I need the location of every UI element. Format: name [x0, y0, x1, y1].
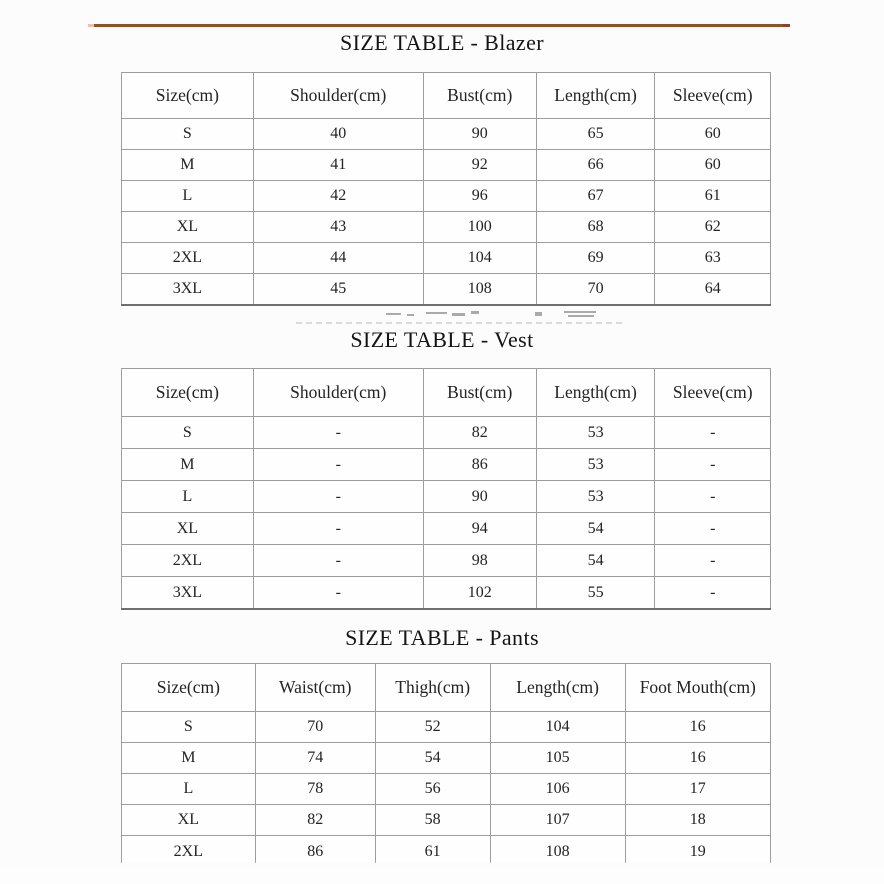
size-label-cell: 2XL	[122, 545, 254, 577]
table-row	[122, 417, 771, 449]
pants-size-table	[121, 663, 771, 863]
table-row	[122, 805, 771, 836]
blazer-table	[121, 72, 771, 306]
measurement-cell: -	[655, 545, 771, 577]
column-header: Size(cm)	[122, 73, 254, 119]
measurement-cell: -	[253, 577, 423, 610]
size-label-cell: S	[122, 712, 256, 743]
measurement-cell: 63	[655, 243, 771, 274]
measurement-cell: 53	[536, 417, 655, 449]
header-row	[122, 369, 771, 417]
column-header: Sleeve(cm)	[655, 369, 771, 417]
measurement-cell: 68	[536, 212, 655, 243]
measurement-cell: 61	[655, 181, 771, 212]
measurement-cell: 40	[253, 119, 423, 150]
bottom-fade	[0, 860, 884, 884]
column-header: Thigh(cm)	[375, 664, 490, 712]
measurement-cell: 62	[655, 212, 771, 243]
size-label-cell: S	[122, 417, 254, 449]
measurement-cell: 70	[536, 274, 655, 306]
measurement-cell: 44	[253, 243, 423, 274]
table-row	[122, 836, 771, 864]
measurement-cell: 60	[655, 150, 771, 181]
table-row	[122, 274, 771, 306]
measurement-cell: 52	[375, 712, 490, 743]
measurement-cell: 108	[423, 274, 536, 306]
measurement-cell: -	[655, 449, 771, 481]
measurement-cell: 16	[625, 743, 770, 774]
measurement-cell: -	[655, 577, 771, 610]
header-row	[122, 73, 771, 119]
measurement-cell: 17	[625, 774, 770, 805]
measurement-cell: 102	[423, 577, 536, 610]
column-header: Waist(cm)	[255, 664, 375, 712]
pants-table	[121, 663, 771, 863]
table-row	[122, 449, 771, 481]
measurement-cell: 18	[625, 805, 770, 836]
table-row	[122, 577, 771, 610]
table-row	[122, 181, 771, 212]
column-header: Length(cm)	[536, 73, 655, 119]
measurement-cell: 60	[655, 119, 771, 150]
measurement-cell: -	[655, 417, 771, 449]
table-title-blazer: SIZE TABLE - Blazer	[340, 30, 544, 55]
size-label-cell: XL	[122, 212, 254, 243]
column-header: Size(cm)	[122, 369, 254, 417]
measurement-cell: 82	[255, 805, 375, 836]
measurement-cell: 82	[423, 417, 536, 449]
measurement-cell: 56	[375, 774, 490, 805]
column-header: Length(cm)	[536, 369, 655, 417]
size-label-cell: L	[122, 774, 256, 805]
blazer-size-table	[121, 72, 771, 306]
measurement-cell: 78	[255, 774, 375, 805]
measurement-cell: 64	[655, 274, 771, 306]
measurement-cell: 19	[625, 836, 770, 864]
table-row	[122, 774, 771, 805]
measurement-cell: 86	[255, 836, 375, 864]
measurement-cell: -	[253, 545, 423, 577]
column-header: Shoulder(cm)	[253, 73, 423, 119]
measurement-cell: 53	[536, 449, 655, 481]
table-title-pants: SIZE TABLE - Pants	[345, 625, 539, 650]
measurement-cell: 54	[536, 513, 655, 545]
measurement-cell: 105	[490, 743, 625, 774]
measurement-cell: 86	[423, 449, 536, 481]
measurement-cell: 67	[536, 181, 655, 212]
measurement-cell: 90	[423, 119, 536, 150]
column-header: Length(cm)	[490, 664, 625, 712]
size-label-cell: L	[122, 481, 254, 513]
vest-size-table	[121, 368, 771, 610]
measurement-cell: 108	[490, 836, 625, 864]
size-label-cell: 2XL	[122, 836, 256, 864]
measurement-cell: 16	[625, 712, 770, 743]
column-header: Bust(cm)	[423, 369, 536, 417]
column-header: Sleeve(cm)	[655, 73, 771, 119]
measurement-cell: -	[655, 481, 771, 513]
measurement-cell: 43	[253, 212, 423, 243]
size-label-cell: M	[122, 743, 256, 774]
column-header: Shoulder(cm)	[253, 369, 423, 417]
size-label-cell: XL	[122, 805, 256, 836]
measurement-cell: 96	[423, 181, 536, 212]
measurement-cell: 107	[490, 805, 625, 836]
size-label-cell: M	[122, 449, 254, 481]
measurement-cell: 90	[423, 481, 536, 513]
size-label-cell: 3XL	[122, 274, 254, 306]
column-header: Bust(cm)	[423, 73, 536, 119]
measurement-cell: 100	[423, 212, 536, 243]
table-row	[122, 545, 771, 577]
measurement-cell: 92	[423, 150, 536, 181]
size-label-cell: M	[122, 150, 254, 181]
column-header: Size(cm)	[122, 664, 256, 712]
measurement-cell: -	[655, 513, 771, 545]
table-row	[122, 513, 771, 545]
cropped-text-underline-artifact	[296, 322, 626, 324]
table-row	[122, 743, 771, 774]
measurement-cell: 61	[375, 836, 490, 864]
measurement-cell: 65	[536, 119, 655, 150]
measurement-cell: -	[253, 513, 423, 545]
size-label-cell: L	[122, 181, 254, 212]
size-label-cell: XL	[122, 513, 254, 545]
measurement-cell: 74	[255, 743, 375, 774]
vest-table	[121, 368, 771, 610]
measurement-cell: 66	[536, 150, 655, 181]
measurement-cell: -	[253, 417, 423, 449]
size-label-cell: 2XL	[122, 243, 254, 274]
table-row	[122, 150, 771, 181]
measurement-cell: 54	[536, 545, 655, 577]
measurement-cell: 104	[423, 243, 536, 274]
size-label-cell: 3XL	[122, 577, 254, 610]
measurement-cell: 94	[423, 513, 536, 545]
measurement-cell: 53	[536, 481, 655, 513]
measurement-cell: -	[253, 481, 423, 513]
measurement-cell: -	[253, 449, 423, 481]
measurement-cell: 42	[253, 181, 423, 212]
column-header: Foot Mouth(cm)	[625, 664, 770, 712]
header-row	[122, 664, 771, 712]
measurement-cell: 54	[375, 743, 490, 774]
cropped-text-artifact	[386, 310, 622, 322]
measurement-cell: 106	[490, 774, 625, 805]
table-row	[122, 243, 771, 274]
measurement-cell: 70	[255, 712, 375, 743]
measurement-cell: 41	[253, 150, 423, 181]
table-row	[122, 212, 771, 243]
measurement-cell: 69	[536, 243, 655, 274]
size-label-cell: S	[122, 119, 254, 150]
measurement-cell: 98	[423, 545, 536, 577]
table-row	[122, 481, 771, 513]
decorative-divider-line	[88, 24, 790, 27]
measurement-cell: 104	[490, 712, 625, 743]
measurement-cell: 45	[253, 274, 423, 306]
table-title-vest: SIZE TABLE - Vest	[350, 327, 534, 352]
measurement-cell: 58	[375, 805, 490, 836]
table-row	[122, 119, 771, 150]
table-row	[122, 712, 771, 743]
measurement-cell: 55	[536, 577, 655, 610]
